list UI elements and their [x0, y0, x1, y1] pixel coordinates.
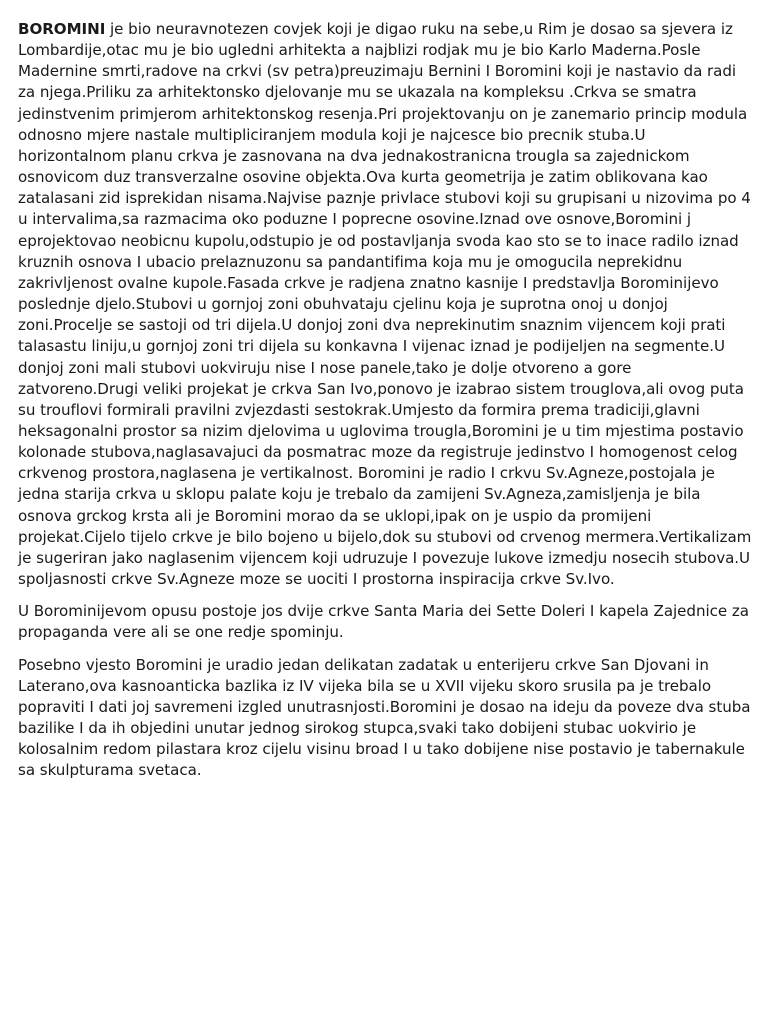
paragraph-1	[18, 19, 756, 590]
paragraph-3-text: Posebno vjesto Boromini je uradio jedan delikatan zadatak u enterijeru crkve San Djovani in Laterano,ova kasnoanticka bazlika iz IV vijeka bila se u XVII vijeku skoro srusila pa je trebalo popraviti I dati joj savremeni izgled unutrasnjosti.Boromini je dosao na ideju da poveze dva stuba bazilike I da ih objedini unutar jednog sirokog stupca,svaki tako dobijeni stubac uokvirio je kolosalnim redom pilastara kroz cijelu visinu broad I u tako dobijene nise postavio je tabernakule sa skulpturama svetaca.	[18, 655, 751, 780]
paragraph-1-lead: BOROMINI	[18, 20, 106, 38]
paragraph-1-text: je bio neuravnotezen covjek koji je digao ruku na sebe,u Rim je dosao sa sjevera iz Lombardije,otac mu je bio ugledni arhitekta a najblizi rodjak mu je bio Karlo Maderna.Posle Madernine smrti,radove na crkvi (sv petra)preuzimaju Bernini I Boromini koji je nastavio da radi za njega.Priliku za arhitektonsko djelovanje mu se ukazala na kompleksu .Crkva se smatra jedinstvenim primjerom arhitektonskog resenja.Pri projektovanju on je zanemario princip modula odnosno mjere nastale multipliciranjem modula koji je najcesce bio precnik stuba.U horizontalnom planu crkva je zasnovana na dva jednakostranicna trougla sa zajednickom osnovicom duz transverzalne osovine objekta.Ova kurta geometrija je zatim oblikovana kao zatalasani zid isprekidan nisama.Najvise paznje privlace stubovi koji su grupisani u nizovima po 4 u intervalima,sa razmacima oko poduzne I poprecne osovine.Iznad ove osnove,Boromini j eprojektovao neobicnu kupolu,odstupio je od postavljanja svoda kao sto se to inace radilo iznad kruznih osnova I ubacio prelaznuzonu sa pandantifima koja mu je omogucila neprekidnu zakrivljenost ovalne kupole.Fasada crkve je radjena znatno kasnije I predstavlja Borominijevo poslednje djelo.Stubovi u gornjoj zoni obuhvataju cjelinu koja je suprotna onoj u donjoj zoni.Procelje se sastoji od tri dijela.U donjoj zoni dva neprekinutim snaznim vijencem koji prati talasastu liniju,u gornjoj zoni tri dijela su konkavna I vijenac iznad je podijeljen na segmente.U donjoj zoni mali stubovi uokviruju nise I nose panele,tako je dolje otvoreno a gore zatvoreno.Drugi veliki projekat je crkva San Ivo,ponovo je izabrao sistem trouglova,ali ovog puta su trouflovi formirali pravilni zvjezdasti sestokrak.Umjesto da formira prema tradiciji,glavni heksagonalni prostor sa nizim djelovima u uglovima trougla,Boromini je u tim mjestima postavio kolonade stubova,naglasavajuci da posmatrac moze da registruje jedinstvo I homogenost celog crkvenog prostora,naglasena je vertikalnost. Boromini je radio I crkvu Sv.Agneze,postojala je jedna starija crkva u sklopu palate koju je trebalo da zamijeni Sv.Agneza,zamisljenja je bila osnova grckog krsta ali je Boromini morao da se uklopi,ipak on je uspio da promijeni projekat.Cijelo tijelo crkve je bilo bojeno u bijelo,dok su stubovi od crvenog mermera.Vertikalizam je sugeriran jako naglasenim vijencem koji udruzuje I povezuje lukove izmedju nosecih stubova.U spoljasnosti crkve Sv.Agneze moze se uociti I prostorna inspiracija crkve Sv.Ivo.	[18, 20, 752, 589]
document-page	[18, 19, 756, 792]
paragraph-2-text: U Borominijevom opusu postoje jos dvije crkve Santa Maria dei Sette Doleri I kapela Zajednice za propaganda vere ali se one redje spominju.	[18, 602, 749, 642]
paragraph-2	[18, 601, 756, 643]
paragraph-3	[18, 655, 756, 782]
